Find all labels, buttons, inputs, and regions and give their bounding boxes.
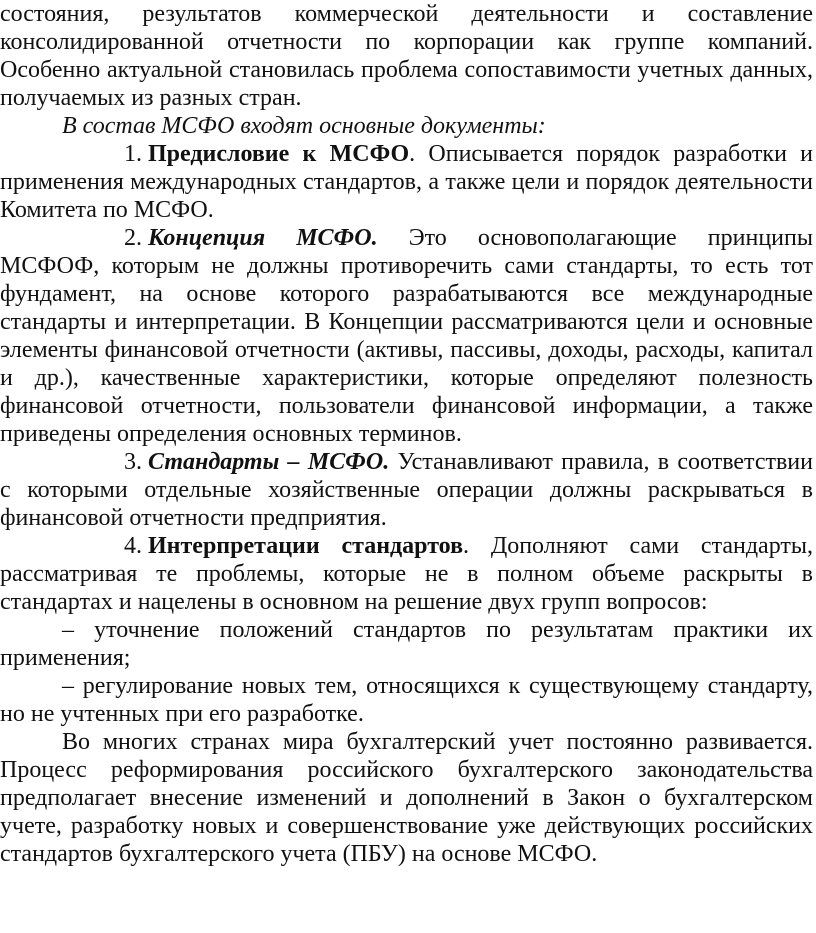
description-standards: Устанавливают правила, в соответствии с которыми отдельные хозяйственные операции должны раскрываться в финансовой отчетности предприятия.	[0, 449, 813, 531]
term-standards: Стандарты – МСФО.	[148, 449, 390, 475]
list-number: 3.	[124, 449, 142, 475]
dash-item-clarification: – уточнение положений стандартов по результатам практики их применения;	[0, 617, 813, 671]
documents-heading-text: В состав МСФО входят основные документы:	[62, 113, 546, 139]
description-concept: Это основополагающие принципы МСФОФ, которым не должны противоречить сами стандарты, то есть тот фундамент, на основе которого разрабатываются все международные стандарты и интерпретации. В Концепции рассматриваются цели и основные элементы финансовой отчетности (активы, пассивы, доходы, расходы, капитал и др.), качественные характеристики, которые определяют полезность финансовой отчетности, пользователи финансовой информации, а также приведены определения основных терминов.	[0, 225, 813, 447]
paragraph-documents-heading	[0, 112, 813, 140]
list-item-interpretations	[0, 532, 813, 616]
term-preface: Предисловие к МСФО	[148, 141, 410, 167]
list-item-preface	[0, 140, 813, 224]
list-number: 4.	[124, 533, 142, 559]
list-number: 2.	[124, 225, 142, 251]
paragraph-conclusion: Во многих странах мира бухгалтерский учет постоянно развивается. Процесс реформирования российского бухгалтерского законодательства предполагает внесение изменений и дополнений в Закон о бухгалтерском учете, разработку новых и совершенствование уже действующих российских стандартов бухгалтерского учета (ПБУ) на основе МСФО.	[0, 729, 813, 867]
list-item-standards	[0, 448, 813, 532]
term-interpretations: Интерпретации стандартов	[148, 533, 464, 559]
list-item-concept	[0, 224, 813, 448]
description-preface: . Описывается порядок разработки и применения международных стандартов, а также цели и порядок деятельности Комитета по МСФО.	[0, 141, 814, 223]
term-concept: Концепция МСФО.	[148, 225, 378, 251]
dash-item-regulation: – регулирование новых тем, относящихся к существующему стандарту, но не учтенных при его разработке.	[0, 673, 813, 727]
description-interpretations: . Дополняют сами стандарты, рассматривая те проблемы, которые не в полном объеме раскрыты в стандартах и нацелены в основном на решение двух групп вопросов:	[0, 533, 814, 615]
paragraph-intro-continued: состояния, результатов коммерческой деятельности и составление консолидированной отчетности по корпорации как группе компаний. Особенно актуальной становилась проблема сопоставимости учетных данных, получаемых из разных стран.	[0, 1, 813, 111]
list-number: 1.	[124, 141, 142, 167]
